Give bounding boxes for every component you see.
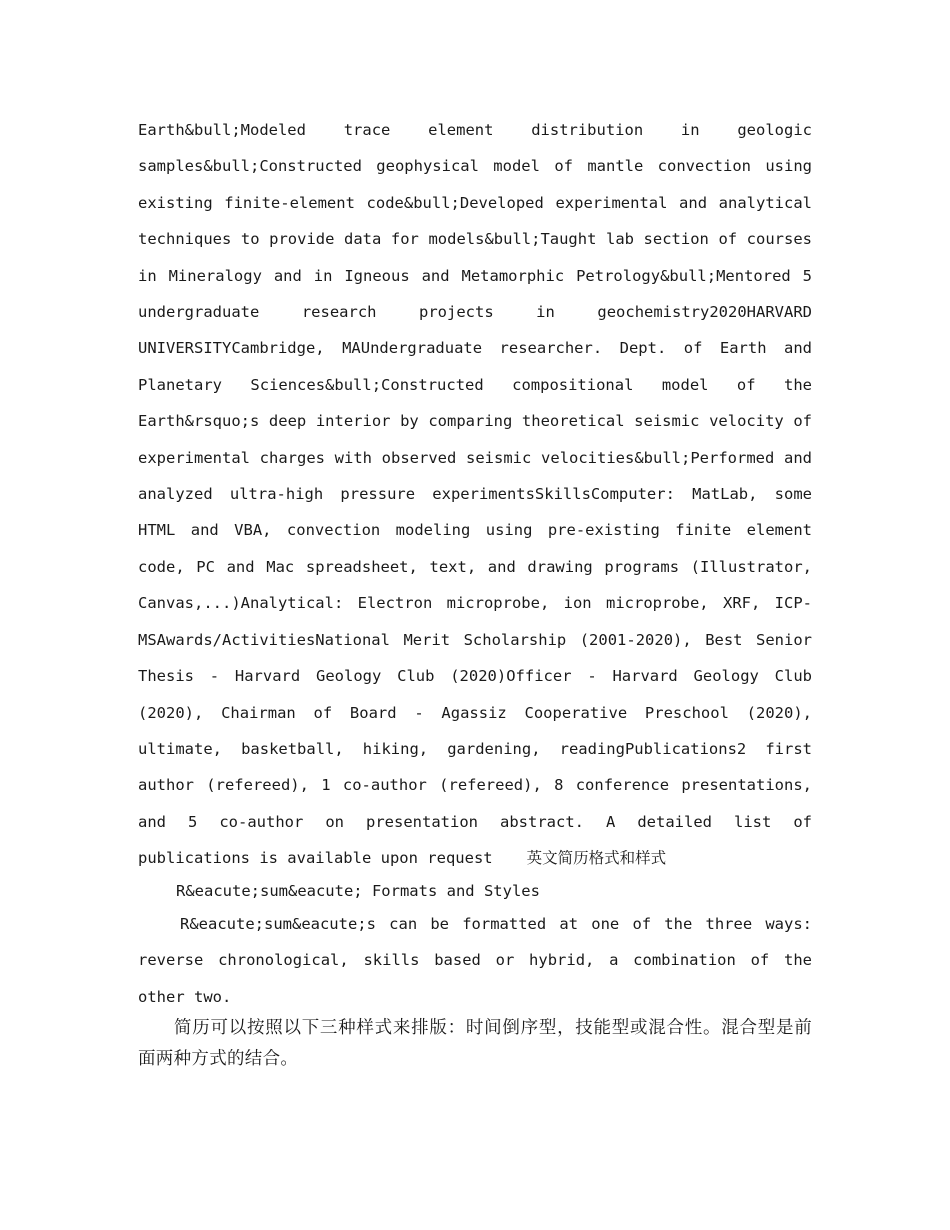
resume-body-paragraph: [138, 112, 812, 877]
chinese-heading-inline: 英文简历格式和样式: [526, 849, 667, 868]
formats-heading: R&eacute;sum&eacute; Formats and Styles: [176, 882, 540, 900]
formats-intro-chinese: 简历可以按照以下三种样式来排版：时间倒序型，技能型或混合性。混合型是前面两种方式的结合。: [138, 1018, 812, 1069]
resume-body-text: Earth&bull;Modeled trace element distribution in geologic samples&bull;Constructed geophysical model of mantle convection using existing finite-element code&bull;Developed experimental and analytical techniques to provide data for models&bull;Taught lab section of courses in Mineralogy and in Igneous and Metamorphic Petrology&bull;Mentored 5 undergraduate research projects in geochemistry2020HARVARD UNIVERSITYCambridge, MAUndergraduate researcher. Dept. of Earth and Planetary Sciences&bull;Constructed compositional model of the Earth&rsquo;s deep interior by comparing theoretical seismic velocity of experimental charges with observed seismic velocities&bull;Performed and analyzed ultra-high pressure experimentsSkillsComputer: MatLab, some HTML and VBA, convection modeling using pre-existing finite element code, PC and Mac spreadsheet, text, and drawing programs (Illustrator, Canvas,...)Analytical: Electron microprobe, ion microprobe, XRF, ICP-MSAwards/ActivitiesNational Merit Scholarship (2001-2020), Best Senior Thesis - Harvard Geology Club (2020)Officer - Harvard Geology Club (2020), Chairman of Board - Agassiz Cooperative Preschool (2020), ultimate, basketball, hiking, gardening, readingPublications2 first author (refereed), 1 co-author (refereed), 8 conference presentations, and 5 co-author on presentation abstract. A detailed list of publications is available upon request: [138, 121, 812, 868]
formats-intro-english: R&eacute;sum&eacute;s can be formatted at one of the three ways: reverse chronological, skills based or hybrid, a combination of the other two.: [138, 915, 812, 1006]
